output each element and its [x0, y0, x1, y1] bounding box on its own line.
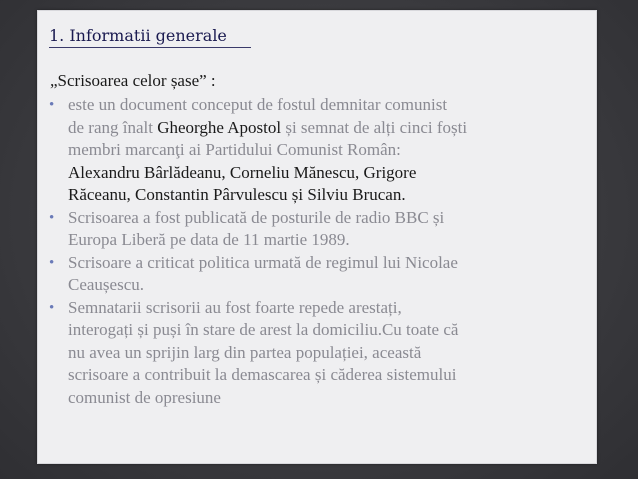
bullet-text: Semnatarii scrisorii au fost foarte repede arestați, interogați și puși în stare de arest la domiciliu.Cu toate că nu avea un sprijin larg din partea populației, această scrisoare a contribuit la demascarea și căderea sistemului comunist de opresiune	[68, 297, 459, 407]
bullet-marker: •	[49, 254, 55, 271]
bullet-text: Scrisoarea a fost publicată de posturile de radio BBC și Europa Liberă pe data de 11 martie 1989.	[68, 207, 445, 249]
bullet-item-1	[48, 94, 593, 207]
bullet-marker: •	[49, 299, 55, 316]
title-underline	[49, 47, 251, 48]
bullet-text: și semnat de alți cinci foști membri marcanţi ai Partidului Comunist Român:	[68, 117, 468, 159]
bullet-marker: •	[49, 209, 55, 226]
bullet-item-4	[48, 297, 593, 410]
bullet-item-2	[48, 207, 593, 252]
signatory-names: Alexandru Bârlădeanu, Corneliu Mănescu, Grigore Răceanu, Constantin Pârvulescu și Silviu Brucan.	[68, 162, 417, 204]
slide-title: 1. Informatii generale	[49, 26, 227, 45]
bullet-text: este un document conceput de fostul demnitar comunist de rang înalt	[68, 95, 448, 137]
author-name: Gheorghe Apostol	[157, 117, 282, 137]
bullet-item-3	[48, 252, 593, 297]
bullet-marker: •	[49, 97, 55, 113]
intro-line: „Scrisoarea celor șase” :	[50, 71, 216, 90]
bullet-text: Scrisoare a criticat politica urmată de regimul lui Nicolae Ceaușescu.	[68, 252, 458, 294]
bullet-list	[48, 94, 593, 409]
